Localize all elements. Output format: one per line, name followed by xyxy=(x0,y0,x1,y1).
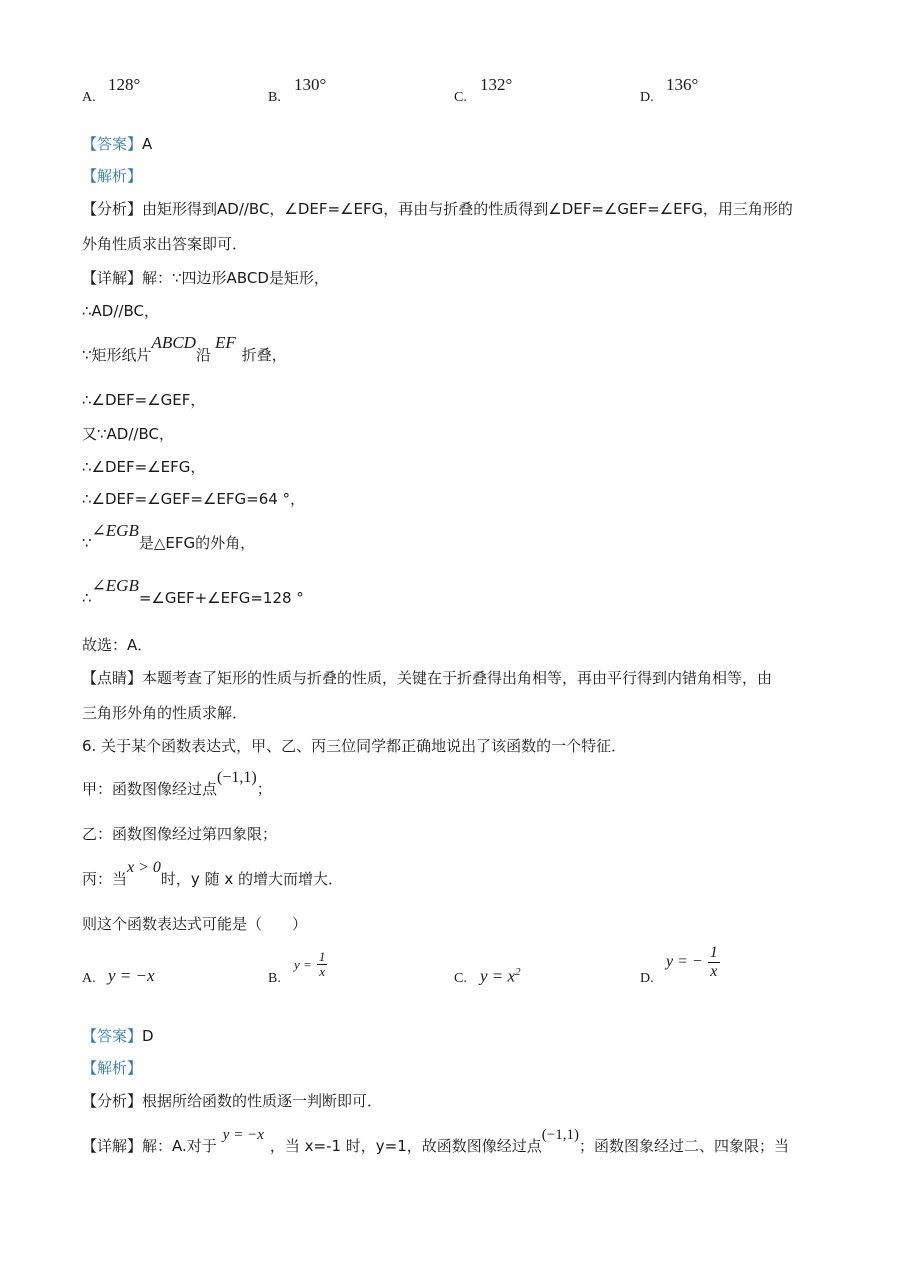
detail-text: 沿 xyxy=(195,346,211,364)
q5-option-d-value: 136° xyxy=(666,75,699,94)
detail-text: ，当 x=-1 时，y=1，故函数图像经过点 xyxy=(269,1137,542,1155)
fenxi-text: 根据所给函数的性质逐一判断即可． xyxy=(142,1092,383,1110)
expr-prefix: y = − xyxy=(666,953,703,971)
q5-dianjing-line2: 三角形外角的性质求解． xyxy=(82,704,248,722)
answer-tag: 【答案】 xyxy=(82,135,143,153)
q5-option-b-label: B. xyxy=(268,90,281,105)
q5-fenxi-line1 xyxy=(82,198,793,219)
math-point: (−1,1) xyxy=(541,1127,579,1143)
q5-detail-line1 xyxy=(82,267,329,288)
fraction xyxy=(708,944,720,980)
numerator: 1 xyxy=(318,949,326,964)
bing-text: 时，y 随 x 的增大而增大． xyxy=(160,870,343,888)
math-egb: ∠EGB xyxy=(91,521,139,540)
q5-option-a-value: 128° xyxy=(108,75,141,94)
answer-value: A xyxy=(142,135,153,153)
jia-text: 甲：函数图像经过点 xyxy=(82,780,218,798)
detail-text: 是△EFG的外角， xyxy=(138,534,256,552)
fraction xyxy=(317,950,328,980)
q5-dianjing-line1 xyxy=(82,667,772,688)
q5-detail-line2: ∴AD//BC， xyxy=(82,302,159,320)
dianjing-text: 本题考查了矩形的性质与折叠的性质，关键在于折叠得出角相等，再由平行得到内错角相等，由 xyxy=(142,669,773,687)
detail-text: ；函数图象经过二、四象限；当 xyxy=(579,1137,790,1155)
q5-option-a-label: A. xyxy=(82,90,96,105)
expr-exponent: 2 xyxy=(515,966,521,978)
numerator: 1 xyxy=(709,944,718,961)
q5-detail-line9 xyxy=(82,576,304,608)
xiangjie-tag: 【详解】 xyxy=(82,1137,143,1155)
q6-stem: 6. 关于某个函数表达式，甲、乙、丙三位同学都正确地说出了该函数的一个特征． xyxy=(82,737,627,755)
q6-yi: 乙：函数图像经过第四象限； xyxy=(82,825,278,843)
fenxi-tag: 【分析】 xyxy=(82,200,143,218)
fenxi-text: 由矩形得到AD//BC，∠DEF=∠EFG，再由与折叠的性质得到∠DEF=∠GEF=∠EFG，用三角形的 xyxy=(142,200,793,218)
q6-detail-line1 xyxy=(82,1127,790,1156)
jiexi-tag: 【解析】 xyxy=(82,1059,143,1077)
q5-answer-line xyxy=(82,133,152,154)
detail-text: 解：A.对于 xyxy=(142,1137,217,1155)
detail-text: ∵矩形纸片 xyxy=(82,346,152,364)
answer-value: D xyxy=(142,1027,154,1045)
q5-detail-line8 xyxy=(82,521,256,553)
detail-text: 折叠， xyxy=(241,346,287,364)
detail-text: =∠GEF+∠EFG=128 ° xyxy=(138,589,304,607)
denominator: x xyxy=(710,962,718,980)
denominator: x xyxy=(319,964,326,980)
expr-base: y = x xyxy=(480,966,516,986)
answer-tag: 【答案】 xyxy=(82,1027,143,1045)
bing-text: 丙：当 xyxy=(82,870,128,888)
math-x-gt-0: x > 0 xyxy=(127,859,161,876)
q6-answer-line xyxy=(82,1025,154,1046)
math-point: (−1,1) xyxy=(217,769,257,786)
q5-detail-line7: ∴∠DEF=∠GEF=∠EFG=64 °， xyxy=(82,490,306,508)
q5-detail-line10: 故选：A． xyxy=(82,636,153,654)
q6-option-b-expr xyxy=(294,950,327,980)
q6-option-c-expr xyxy=(480,966,521,987)
detail-text: 解：∵四边形ABCD是矩形， xyxy=(142,269,329,287)
q5-option-d-label: D. xyxy=(640,90,654,105)
math-egb: ∠EGB xyxy=(91,576,139,595)
q6-bing xyxy=(82,859,343,889)
q6-option-b-label: B. xyxy=(268,971,281,986)
expr-prefix: y = xyxy=(294,956,312,972)
q5-fenxi-line2: 外角性质求出答案即可． xyxy=(82,235,248,253)
dianjing-tag: 【点睛】 xyxy=(82,669,143,687)
jiexi-tag: 【解析】 xyxy=(82,167,143,185)
q6-ask: 则这个函数表达式可能是（ ） xyxy=(82,915,308,933)
q5-detail-line3 xyxy=(82,333,287,365)
q6-option-d-label: D. xyxy=(640,971,654,986)
q5-option-b-value: 130° xyxy=(294,75,327,94)
q5-option-c-label: C. xyxy=(454,90,467,105)
detail-text: ∴ xyxy=(82,589,92,607)
q6-option-a-label: A. xyxy=(82,971,96,986)
q5-detail-line6: ∴∠DEF=∠EFG， xyxy=(82,458,206,476)
q5-detail-line4: ∴∠DEF=∠GEF， xyxy=(82,391,206,409)
detail-text: ∵ xyxy=(82,534,92,552)
q6-option-d-expr xyxy=(666,944,720,980)
q6-jia xyxy=(82,769,272,799)
math-ef: EF xyxy=(214,333,236,352)
q6-option-a-expr: y = −x xyxy=(108,966,155,985)
q6-option-c-label: C. xyxy=(454,971,467,986)
jia-text: ； xyxy=(256,780,272,798)
math-y-neg-x: y = −x xyxy=(222,1127,264,1143)
q6-fenxi xyxy=(82,1090,382,1111)
fenxi-tag: 【分析】 xyxy=(82,1092,143,1110)
q5-option-c-value: 132° xyxy=(480,75,513,94)
xiangjie-tag: 【详解】 xyxy=(82,269,143,287)
q5-detail-line5: 又∵AD//BC， xyxy=(82,425,174,443)
math-abcd: ABCD xyxy=(151,333,196,352)
